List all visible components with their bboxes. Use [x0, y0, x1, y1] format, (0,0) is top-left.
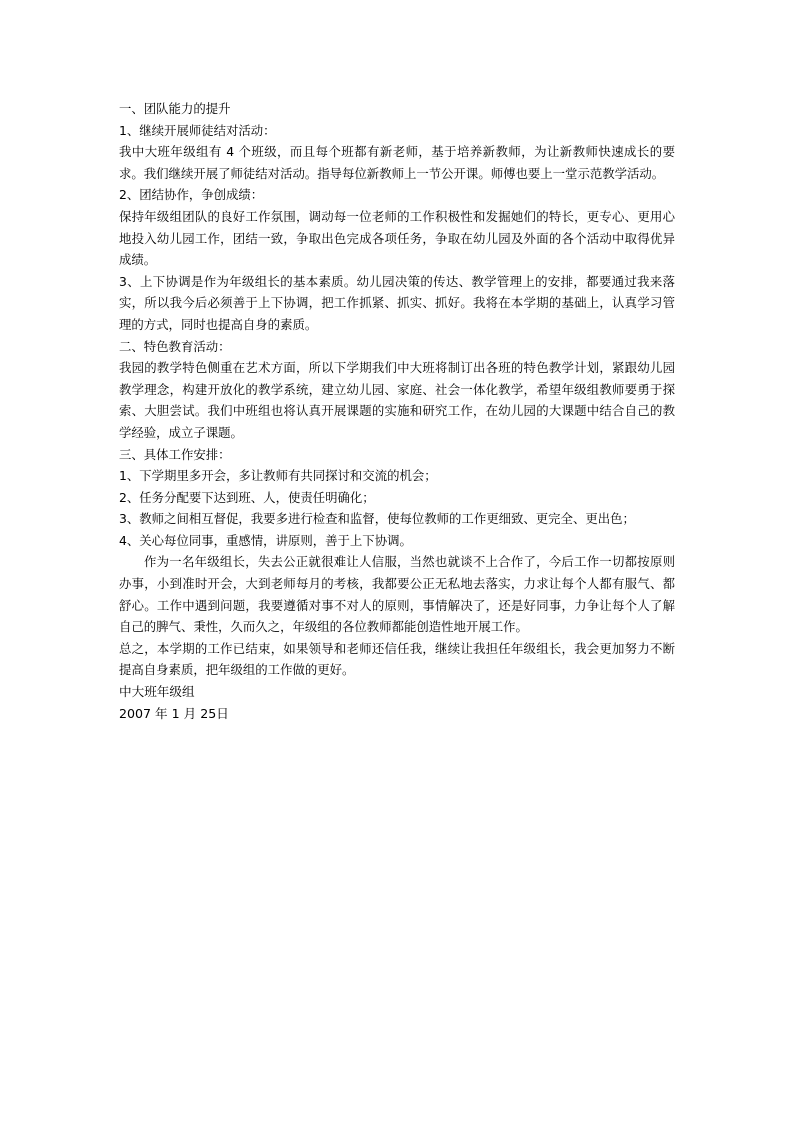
list-item-meetings: 1、下学期里多开会，多让教师有共同探讨和交流的机会；	[119, 468, 437, 484]
document-page	[119, 98, 675, 724]
section-heading-team-ability: 一、团队能力的提升	[119, 101, 231, 116]
section-heading-special-education: 二、特色教育活动：	[119, 338, 231, 354]
signature-group: 中大班年级组	[119, 684, 195, 700]
subheading-teamwork: 2、团结协作，争创成绩：	[119, 187, 264, 203]
paragraph-conclusion: 总之，本学期的工作已结束，如果领导和老师还信任我，继续让我担任年级组长，我会更加努力不断提高自身素质，把年级组的工作做的更好。	[119, 640, 675, 678]
section-heading-work-plan: 三、具体工作安排：	[119, 446, 231, 462]
subheading-mentorship: 1、继续开展师徒结对活动：	[119, 122, 276, 138]
paragraph-fairness: 作为一名年级组长，失去公正就很难让人信服，当然也就谈不上合作了，今后工作一切都按原则办事，小到准时开会，大到老师每月的考核，我都要公正无私地去落实，力求让每个人都有服气、都舒心。工作中遇到问题，我要遵循对事不对人的原则，事情解决了，还是好同事，力争让每个人了解自己的脾气、秉性，久而久之，年级组的各位教师都能创造性地开展工作。	[119, 554, 675, 635]
paragraph-mentorship: 我中大班年级组有 4 个班级，而且每个班都有新老师，基于培养新教师，为让新教师快速成长的要求。我们继续开展了师徒结对活动。指导每位新教师上一节公开课。师傅也要上一堂示范教学活动。	[119, 144, 675, 181]
list-item-care: 4、关心每位同事，重感情，讲原则，善于上下协调。	[119, 532, 412, 548]
paragraph-coordination: 3、上下协调是作为年级组长的基本素质。幼儿园决策的传达、教学管理上的安排，都要通过我来落实，所以我今后必须善于上下协调，把工作抓紧、抓实、抓好。我将在本学期的基础上，认真学习管理的方式，同时也提高自身的素质。	[119, 273, 675, 332]
signature-date: 2007 年 1 月 25日	[119, 705, 229, 721]
list-item-supervision: 3、教师之间相互督促，我要多进行检查和监督，使每位教师的工作更细致、更完全、更出色；	[119, 511, 635, 527]
list-item-task-assignment: 2、任务分配要下达到班、人，使责任明确化；	[119, 489, 375, 505]
paragraph-special-education: 我园的教学特色侧重在艺术方面，所以下学期我们中大班将制订出各班的特色教学计划，紧跟幼儿园教学理念，构建开放化的教学系统，建立幼儿园、家庭、社会一体化教学，希望年级组教师要勇于探索、大胆尝试。我们中班组也将认真开展课题的实施和研究工作，在幼儿园的大课题中结合自己的教学经验，成立子课题。	[119, 360, 675, 440]
paragraph-teamwork: 保持年级组团队的良好工作氛围，调动每一位老师的工作积极性和发掘她们的特长，更专心、更用心地投入幼儿园工作，团结一致，争取出色完成各项任务，争取在幼儿园及外面的各个活动中取得优异成绩。	[119, 208, 675, 268]
